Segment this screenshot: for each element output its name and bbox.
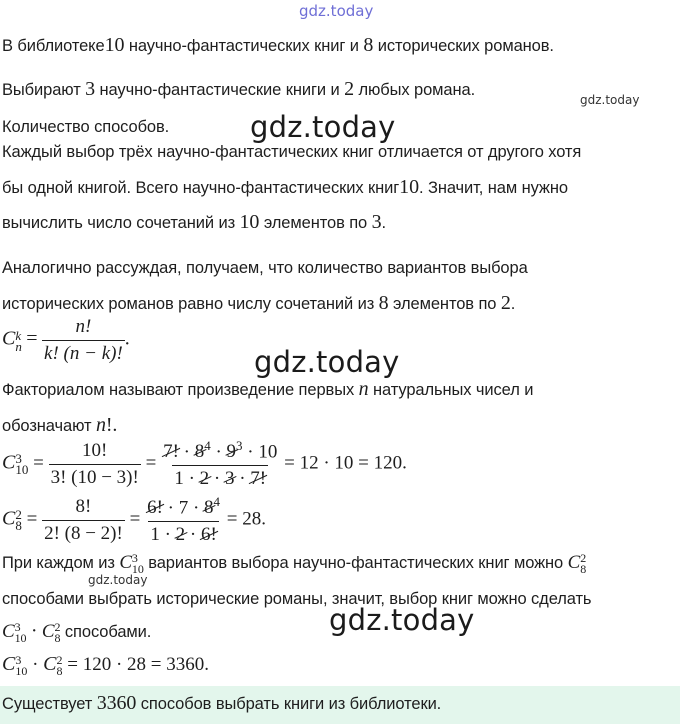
text-line-6: вычислить число сочетаний из 10 элементов по 3.	[2, 211, 387, 233]
text-line-1: В библиотеке10 научно-фантастических книг и 8 исторических романов.	[2, 34, 554, 56]
watermark-large-2: gdz.today	[254, 345, 400, 379]
text-line-11: обозначают n!.	[2, 414, 118, 436]
result-text: Существует 3360 способов выбрать книги из библиотеки.	[2, 692, 442, 714]
watermark-small-1: gdz.today	[580, 93, 640, 107]
text-line-14: При каждом из C 3 10 вариантов выбора научно-фантастических книг можно C 2 8	[2, 550, 587, 576]
watermark-small-2: gdz.today	[88, 573, 148, 587]
text-line-3: Количество способов.	[2, 118, 170, 136]
text-line-7: Аналогично рассуждая, получаем, что количество вариантов выбора	[2, 259, 528, 277]
watermark-top: gdz.today	[299, 2, 374, 20]
watermark-large-3: gdz.today	[329, 603, 475, 637]
text-line-2: Выбирают 3 научно-фантастические книги и 2 любых романа.	[2, 78, 476, 100]
text-line-8: исторических романов равно числу сочетаний из 8 элементов по 2.	[2, 292, 516, 314]
text-line-10: Факториалом называют произведение первых n натуральных чисел и	[2, 378, 534, 400]
text-line-4: Каждый выбор трёх научно-фантастических книг отличается от другого хотя	[2, 143, 582, 161]
combination-formula: C k n = $\frac{n!}{k! (n - k)!}$ .	[2, 316, 130, 364]
watermark-large-1: gdz.today	[250, 110, 396, 144]
text-line-15: способами выбрать исторические романы, значит, выбор книг можно сделать	[2, 590, 592, 608]
formula-final: C 3 10 · C 2 8 = 120 · 28 = 3360.	[2, 652, 210, 678]
formula-c8: C 2 8 = $\frac{8!}{2! (8 - 2)!}$ = $\frac{6! \cdot 7 \cdot 8^4}{1 \cdot 2 \cdot 6!}$ = 28.	[2, 494, 267, 546]
text-line-5: бы одной книгой. Всего научно-фантастических книг10. Значит, нам нужно	[2, 176, 568, 198]
text-line-16: C 3 10 · C 2 8 способами.	[2, 619, 152, 645]
formula-c10: C 3 10 = $\frac{10!}{3! (10 - 3)!}$ = $\frac{7! \cdot 8^4 \cdot 9^3 \cdot 10}{1 \cdot 2 \cdot 3 \cdot 7!}$ = 12 · 10 = 120.	[2, 438, 407, 490]
